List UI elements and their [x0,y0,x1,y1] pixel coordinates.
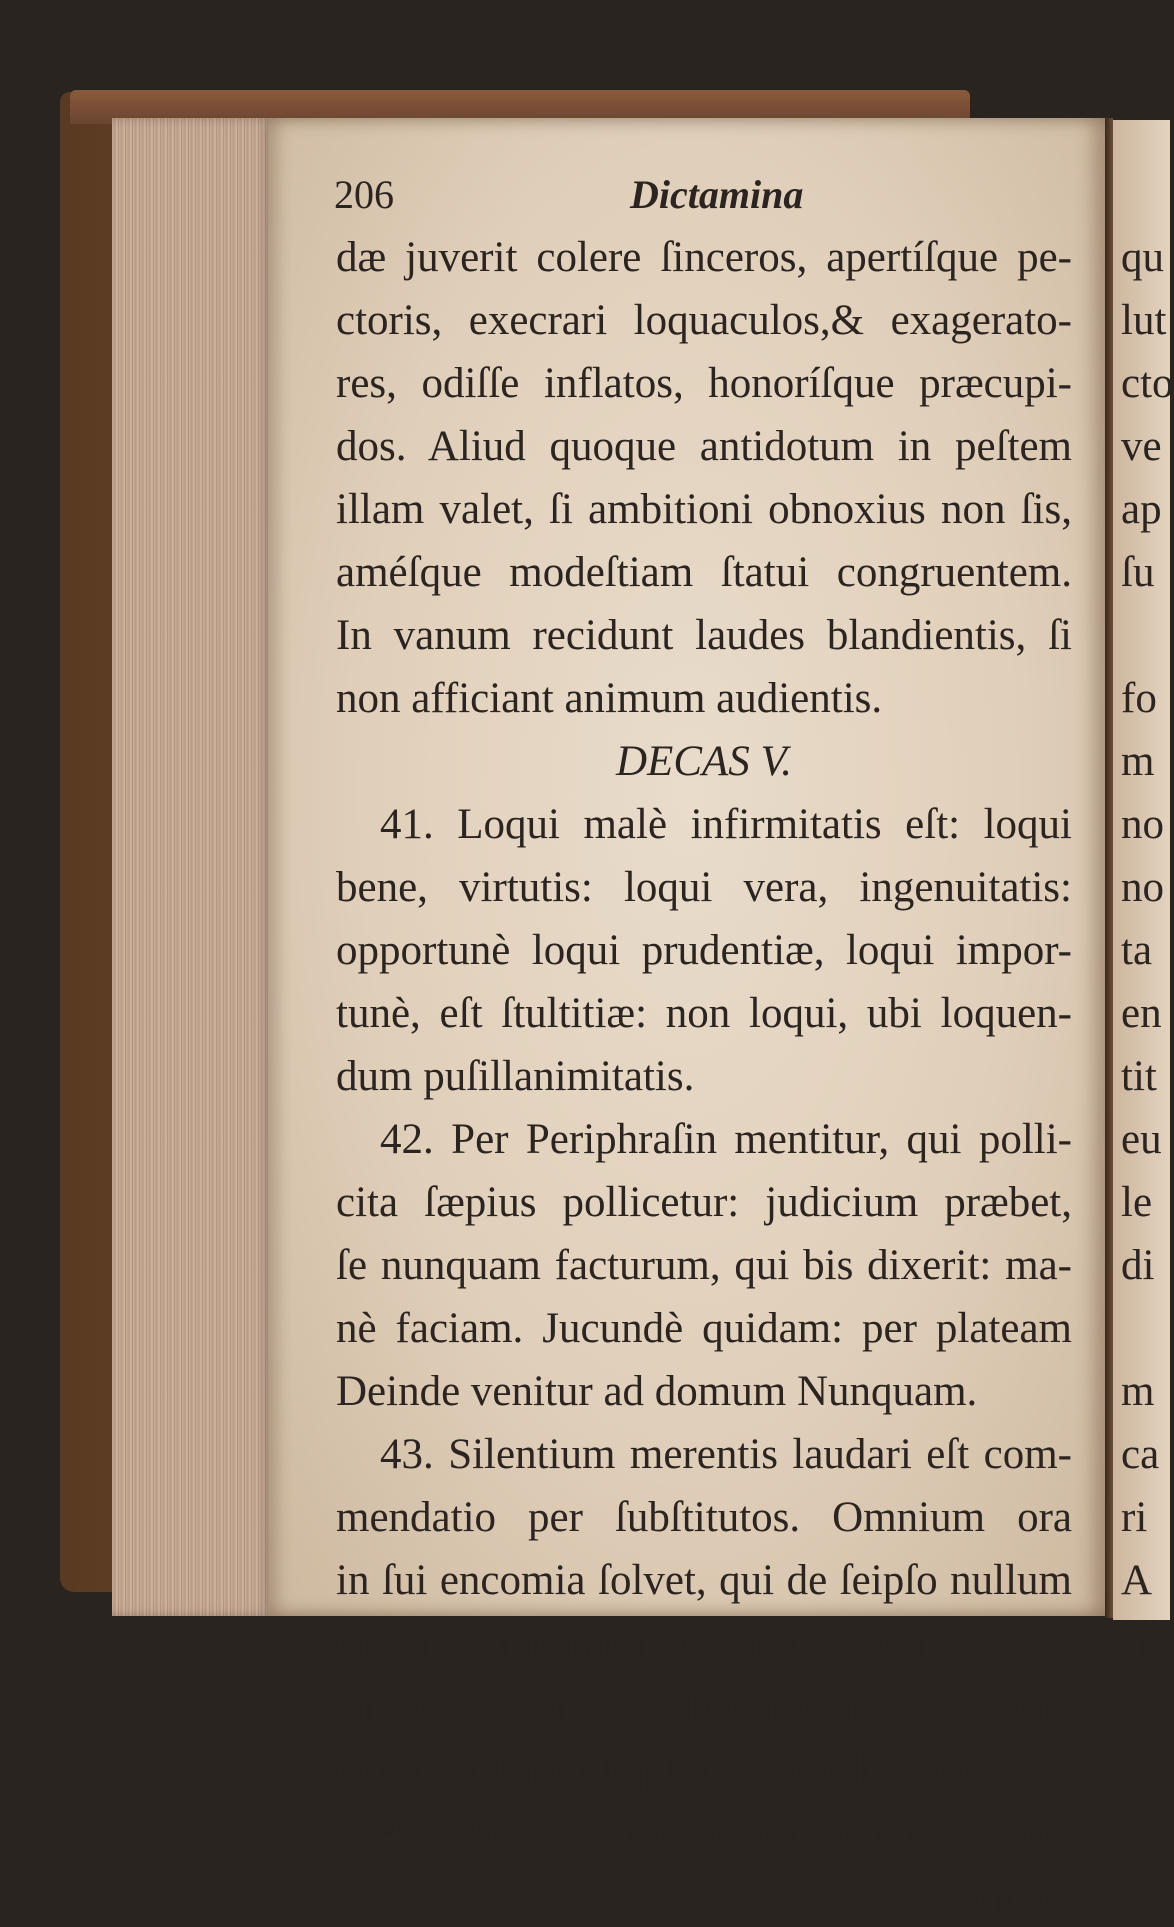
text-line: ctoris, execrari loquaculos,& exagerato- [336,297,1072,344]
text-line: dæ juverit colere ſinceros, apertíſque pe- [336,234,1072,281]
text-fragment: n [1121,1620,1143,1667]
text-line: tunè, eſt ſtultitiæ: non loqui, ubi loquen- [336,990,1072,1037]
text-fragment: ap [1121,486,1162,533]
running-title: Dictamina [630,172,804,217]
page-number: 206 [334,172,394,217]
text-line: opportunè loqui prudentiæ, loqui impor- [336,927,1072,974]
text-line: 42. Per Periphraſin mentitur, qui polli- [380,1116,1072,1163]
text-fragment: qu [1121,234,1164,281]
text-line: 41. Loqui malè infirmitatis eſt: loqui [380,801,1072,848]
text-line: cita ſæpius pollicetur: judicium præbet, [336,1179,1072,1226]
text-line: 43. Silentium merentis laudari eſt com- [380,1431,1072,1478]
text-fragment: ri [1121,1494,1148,1541]
text-fragment: fo [1121,675,1157,722]
text-line: in ſui encomia ſolvet, qui de ſeipſo nullum [336,1557,1072,1604]
text-line: officium ſumit ſeipſum deprædicandi. [336,1746,981,1793]
right-page [1113,120,1174,1667]
text-line: ſe nunquam facturum, qui bis dixerit: ma- [336,1242,1072,1289]
text-line: dos. Aliud quoque antidotum in peſtem [336,423,1072,470]
text-line: Deinde venitur ad domum Nunquam. [336,1368,978,1415]
text-line: bene, virtutis: loqui vera, ingenuitatis: [336,864,1072,911]
page-text [336,226,1072,1927]
text-line: dum puſillanimitatis. [336,1053,695,1100]
text-fragment: m [1121,738,1155,785]
text-fragment: di [1121,1242,1155,1289]
text-fragment: le [1121,1179,1153,1226]
right-page-text [1121,226,1174,1675]
text-line: 44. Aëre tam corrupto nemo vixerit, [380,1809,1072,1856]
text-line: res, odiſſe inflatos, honoríſque præcupi- [336,360,1072,407]
text-fragment: cto [1121,360,1174,407]
text-line: non afficiant animum audientis. [336,675,883,722]
text-fragment: tit [1121,1053,1157,1100]
text-fragment: ta [1121,927,1153,974]
text-fragment: no [1121,864,1164,911]
text-fragment: ca [1121,1431,1160,1478]
text-fragment: m [1121,1368,1155,1415]
text-line: améſque modeſtiam ſtatui congruentem. [336,549,1072,596]
text-line: In vanum recidunt laudes blandientis, ſi [336,612,1072,659]
text-fragment: eu [1121,1116,1162,1163]
page-edges [112,118,272,1616]
book-gutter [1105,118,1113,1618]
text-line: mendatio per ſubſtitutos. Omnium ora [336,1494,1072,1541]
text-line: mnibus anſam præbet murmurandi, qui [336,1683,1072,1730]
section-heading: DECAS V. [616,738,792,785]
text-fragment: ve [1121,423,1162,470]
running-head [330,170,1090,220]
catchword: quàm [976,1872,1072,1919]
text-fragment: en [1121,990,1162,1037]
text-fragment: no [1121,801,1164,848]
text-fragment [1121,604,1174,667]
text-fragment [1121,1297,1174,1360]
text-line: dixerit: quemadmodum è contrario o- [336,1620,1072,1667]
text-fragment: lut [1121,297,1167,344]
text-fragment: ſu [1121,549,1155,596]
text-line: illam valet, ſi ambitioni obnoxius non ſis, [336,486,1072,533]
text-fragment: A [1121,1557,1153,1604]
text-line: nè faciam. Jucundè quidam: per plateam [336,1305,1072,1352]
